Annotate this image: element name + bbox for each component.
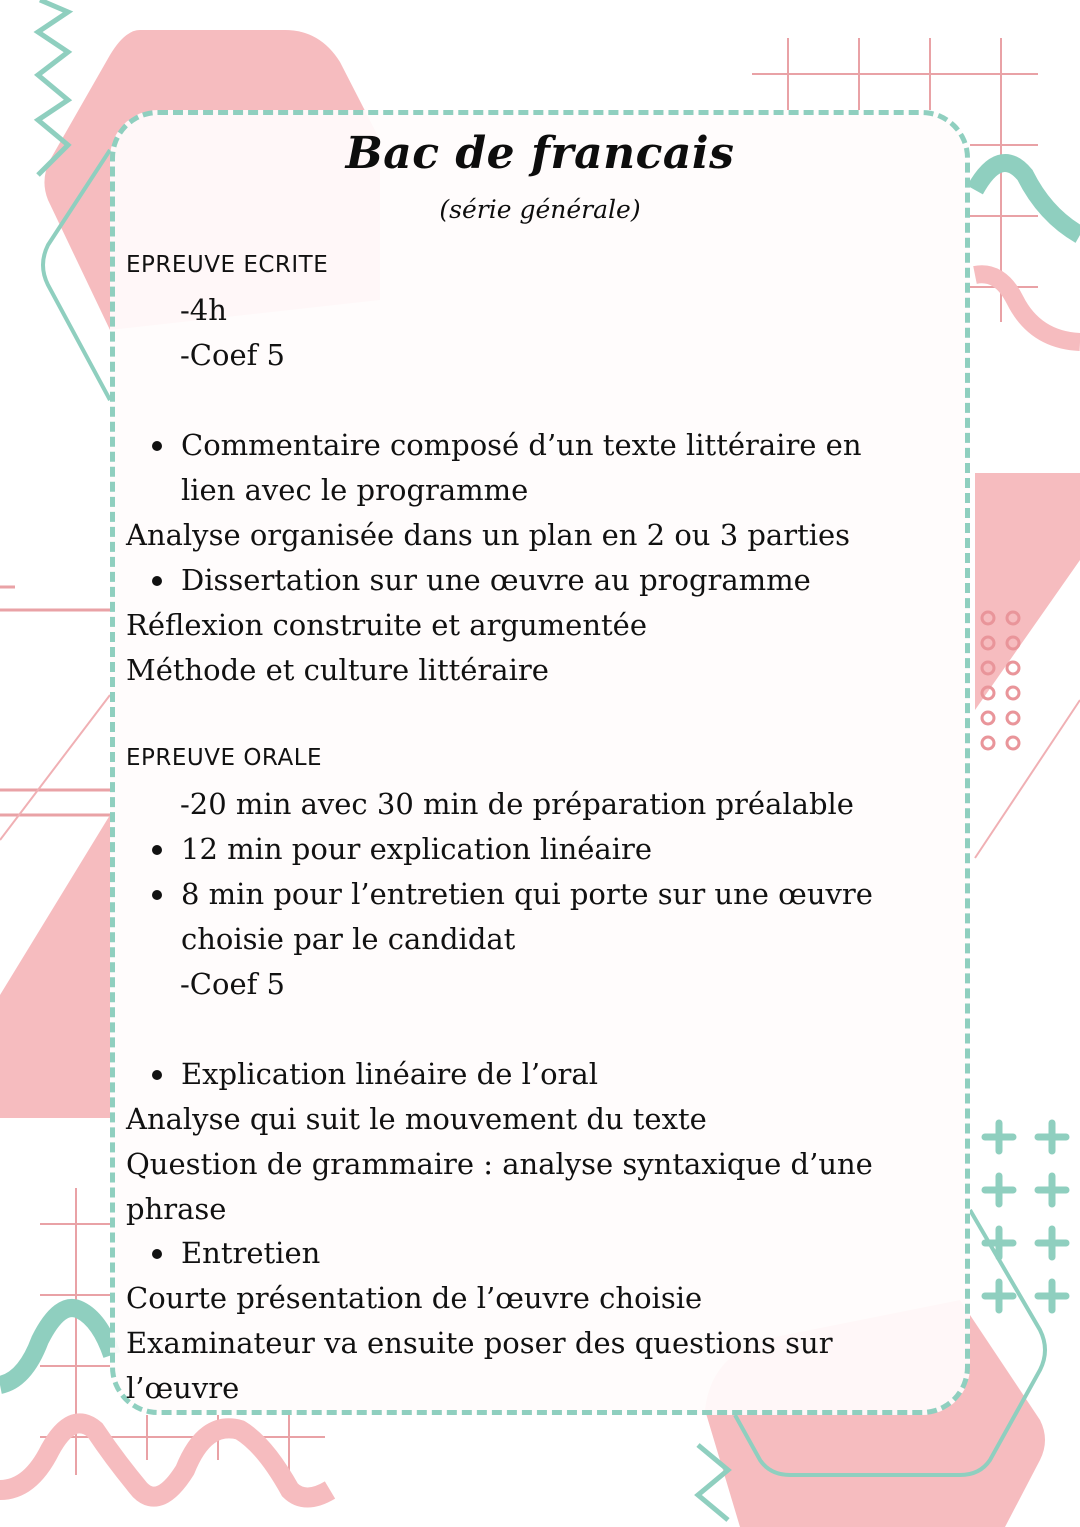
oral-duration: -20 min avec 30 min de préparation préalable <box>180 787 854 821</box>
list-item-entretien-time: 8 min pour l’entretien qui porte sur une œuvre <box>181 872 873 916</box>
explication-note-2-cont: phrase <box>126 1192 227 1226</box>
pink-wave-bottom-left <box>0 1423 330 1497</box>
bullet-icon <box>152 441 162 451</box>
list-item-entretien-time-cont: choisie par le candidat <box>181 922 516 956</box>
zigzag-top-left <box>38 0 68 175</box>
entretien-note-2: Examinateur va ensuite poser des questions sur <box>126 1326 833 1360</box>
explication-note-1: Analyse qui suit le mouvement du texte <box>126 1102 707 1136</box>
oral-coefficient: -Coef 5 <box>180 967 286 1001</box>
list-item-dissertation: Dissertation sur une œuvre au programme <box>181 558 811 602</box>
bullet-icon <box>152 890 162 900</box>
lines-left <box>0 587 110 815</box>
bullet-icon <box>152 1070 162 1080</box>
bullet-icon <box>152 576 162 586</box>
pink-triangle-left <box>0 815 110 1118</box>
mint-wave-bottom-left <box>0 1308 112 1385</box>
list-item-explication: Explication linéaire de l’oral <box>181 1052 598 1096</box>
entretien-note-1: Courte présentation de l’œuvre choisie <box>126 1281 703 1315</box>
list-item-entretien: Entretien <box>181 1231 320 1275</box>
section-heading-oral: EPREUVE ORALE <box>126 745 323 771</box>
mint-wave-top-right <box>975 163 1080 235</box>
list-item-commentaire: Commentaire composé d’un texte littéraire en <box>181 423 862 467</box>
page-title: Bac de francais <box>345 128 735 179</box>
list-item-commentaire-cont: lien avec le programme <box>181 473 529 507</box>
list-item-explication-time: 12 min pour explication linéaire <box>181 827 652 871</box>
dissertation-note-1: Réflexion construite et argumentée <box>126 608 647 642</box>
dissertation-note-2: Méthode et culture littéraire <box>126 653 549 687</box>
bullet-icon <box>152 1249 162 1259</box>
pink-wave-top-right <box>975 274 1080 342</box>
page-subtitle: (série générale) <box>439 195 641 224</box>
plus-grid-right <box>985 1123 1066 1310</box>
explication-note-2: Question de grammaire : analyse syntaxique d’une <box>126 1147 873 1181</box>
entretien-note-2-cont: l’œuvre <box>126 1371 240 1405</box>
commentaire-note: Analyse organisée dans un plan en 2 ou 3 parties <box>126 518 851 552</box>
written-duration: -4h <box>180 293 227 327</box>
written-coefficient: -Coef 5 <box>180 338 286 372</box>
bullet-icon <box>152 845 162 855</box>
section-heading-written: EPREUVE ECRITE <box>126 252 329 278</box>
